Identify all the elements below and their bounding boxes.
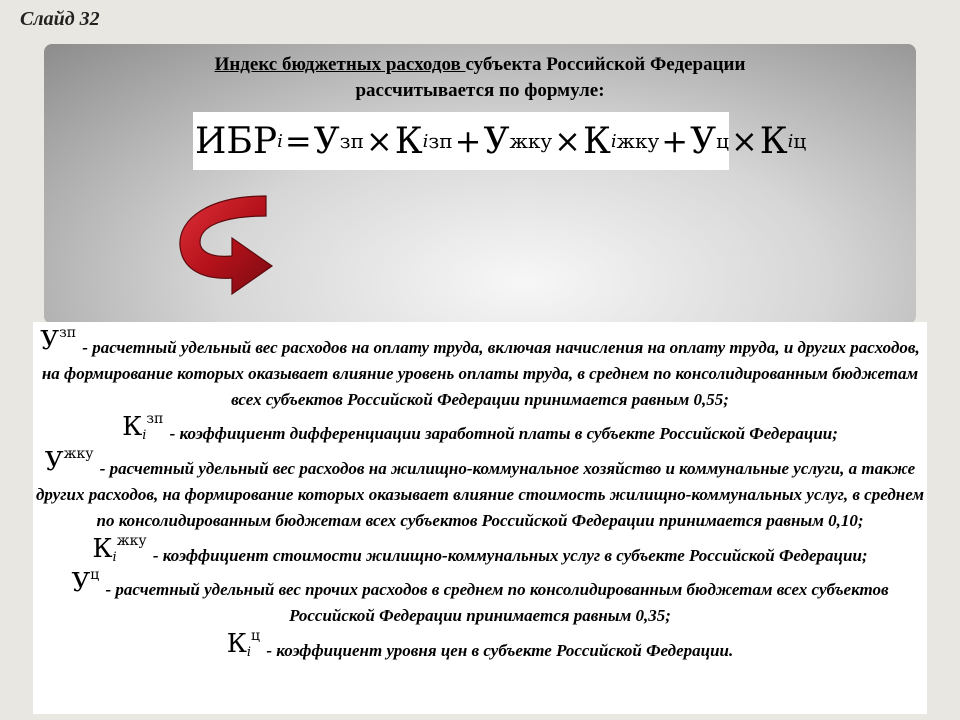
formula-term3-sup: ц [716, 129, 729, 153]
formula-term1-k: К [394, 120, 423, 162]
def-2-symbol: $К_i^{зп}$ [122, 411, 164, 444]
formula-times-2: × [554, 122, 581, 160]
formula-term2-k-sub: i [610, 130, 617, 152]
def-1-symbol: $У^{зп}$ [40, 325, 77, 356]
def-5-symbol: $У^ц$ [71, 567, 100, 599]
slide-title [60, 52, 900, 104]
def-6-text: - коэффициент уровня цен в субъекте Российской Федерации. [266, 640, 734, 660]
def-3-text: - расчетный удельный вес расходов на жилищно-коммунальное хозяйство и коммунальные услуги, а также других расходов, на формирование которых оказывает влияние стоимость жилищно-коммунальных услуг, в среднем по консолидированным бюджетам всех субъектов Российской Федерации принимается равным 0,10; [36, 459, 924, 530]
definitions-text [36, 326, 924, 664]
formula-plus-1: + [454, 122, 482, 160]
def-1-text: - расчетный удельный вес расходов на оплату труда, включая начисления на оплату труда, и других расходов, на формирование которых оказывает влияние уровень оплаты труда, в среднем по консолидированным бюджетам всех субъектов Российской Федерации принимается равным 0,55; [41, 338, 920, 409]
def-4-symbol: $К_i^{жку}$ [92, 532, 147, 565]
formula-times-3: × [730, 122, 758, 160]
formula-times-1: × [365, 122, 393, 160]
formula-term2-k-sup: жку [616, 129, 660, 153]
formula-term1-sup: зп [339, 129, 364, 153]
formula-plus-2: + [661, 122, 689, 160]
formula-term3-k-sub: i [787, 130, 794, 152]
formula-term1-base: У [313, 120, 340, 162]
formula-term2-base: У [483, 120, 510, 162]
formula-lhs: ИБР [195, 120, 278, 162]
formula-equals: = [284, 122, 312, 160]
budget-index-formula [193, 112, 807, 170]
formula-term2-sup: жку [509, 129, 553, 153]
def-6-symbol: $К_i^ц$ [226, 627, 261, 660]
formula-term3-k-sup: ц [793, 129, 807, 153]
formula-term1-k-sup: зп [428, 129, 453, 153]
title-line2: рассчитывается по формуле: [355, 80, 605, 101]
curved-arrow-icon [170, 188, 280, 298]
formula-term2-k: К [582, 120, 611, 162]
title-underlined: Индекс бюджетных расходов [214, 54, 466, 75]
formula-term3-base: У [690, 120, 717, 162]
formula-term3-k: К [759, 120, 788, 162]
def-2-text: - коэффициент дифференциации заработной платы в субъекте Российской Федерации; [169, 424, 838, 444]
formula-lhs-sub: i [277, 130, 283, 152]
title-rest: субъекта Российской Федерации [465, 54, 746, 75]
slide-number: Слайд 32 [20, 8, 100, 30]
def-5-text: - расчетный удельный вес прочих расходов в среднем по консолидированным бюджетам всех субъектов Российской Федерации принимается равным 0,35; [105, 580, 889, 626]
formula-term1-k-sub: i [422, 130, 429, 152]
def-4-text: - коэффициент стоимости жилищно-коммунальных услуг в субъекте Российской Федерации; [152, 545, 868, 565]
def-3-symbol: $У^{жку}$ [44, 446, 94, 478]
